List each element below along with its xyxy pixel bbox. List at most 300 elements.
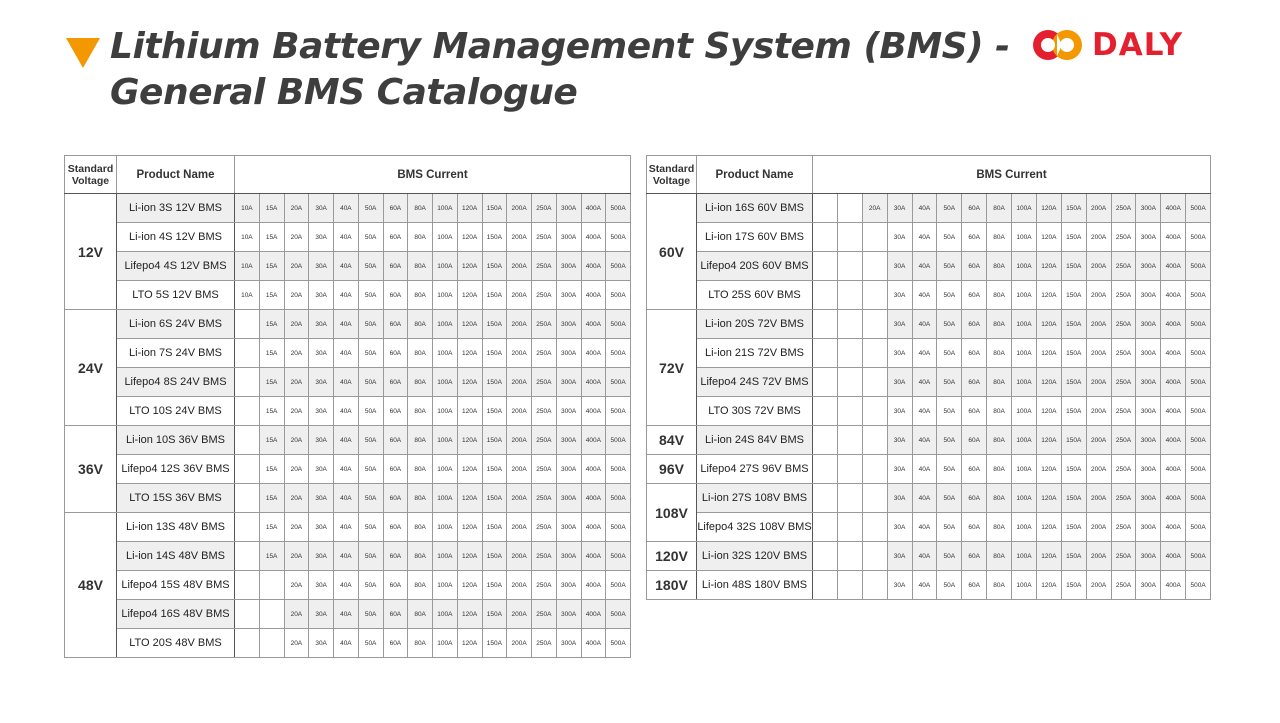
current-cell: 400A bbox=[1161, 281, 1186, 310]
current-cell: 300A bbox=[1136, 310, 1161, 339]
current-cell: 50A bbox=[358, 600, 383, 629]
current-cell: 60A bbox=[962, 542, 987, 571]
current-cell: 20A bbox=[284, 455, 309, 484]
current-cell: 200A bbox=[507, 426, 532, 455]
current-cell: 50A bbox=[358, 571, 383, 600]
table-row bbox=[647, 223, 1211, 252]
current-cell: 30A bbox=[309, 600, 334, 629]
current-cell: 60A bbox=[962, 571, 987, 600]
voltage-cell: 108V bbox=[647, 484, 697, 542]
current-cell: 400A bbox=[581, 600, 606, 629]
product-name-cell: Lifepo4 15S 48V BMS bbox=[117, 571, 235, 600]
current-cell: 120A bbox=[1036, 310, 1061, 339]
current-cell bbox=[235, 513, 260, 542]
product-name-cell: Li-ion 6S 24V BMS bbox=[117, 310, 235, 339]
table-row bbox=[65, 600, 631, 629]
current-cell: 300A bbox=[1136, 426, 1161, 455]
current-cell: 80A bbox=[408, 368, 433, 397]
current-cell: 400A bbox=[581, 484, 606, 513]
current-cell: 400A bbox=[1161, 252, 1186, 281]
current-cell: 100A bbox=[433, 194, 458, 223]
current-cell: 80A bbox=[408, 252, 433, 281]
current-cell: 40A bbox=[334, 513, 359, 542]
current-cell: 120A bbox=[1036, 484, 1061, 513]
current-cell: 80A bbox=[987, 223, 1012, 252]
current-cell: 60A bbox=[962, 513, 987, 542]
current-cell: 30A bbox=[887, 339, 912, 368]
current-cell: 250A bbox=[532, 310, 557, 339]
current-cell: 100A bbox=[1012, 310, 1037, 339]
current-cell bbox=[837, 455, 862, 484]
current-cell: 200A bbox=[1086, 484, 1111, 513]
current-cell: 500A bbox=[1186, 368, 1211, 397]
current-cell: 300A bbox=[556, 571, 581, 600]
current-cell: 40A bbox=[334, 368, 359, 397]
current-cell: 10A bbox=[235, 281, 260, 310]
current-cell: 80A bbox=[987, 194, 1012, 223]
current-cell: 15A bbox=[259, 194, 284, 223]
current-cell: 300A bbox=[556, 339, 581, 368]
current-cell: 80A bbox=[408, 339, 433, 368]
product-name-cell: LTO 5S 12V BMS bbox=[117, 281, 235, 310]
current-cell: 20A bbox=[284, 339, 309, 368]
current-cell bbox=[235, 397, 260, 426]
current-cell: 50A bbox=[937, 368, 962, 397]
current-cell: 400A bbox=[581, 368, 606, 397]
current-cell: 50A bbox=[358, 281, 383, 310]
current-cell: 120A bbox=[457, 339, 482, 368]
current-cell: 400A bbox=[581, 513, 606, 542]
current-cell: 120A bbox=[457, 542, 482, 571]
product-name-cell: Li-ion 7S 24V BMS bbox=[117, 339, 235, 368]
page-title bbox=[110, 24, 1010, 116]
current-cell: 150A bbox=[1061, 455, 1086, 484]
current-cell: 150A bbox=[1061, 310, 1086, 339]
current-cell: 400A bbox=[1161, 368, 1186, 397]
current-cell: 30A bbox=[309, 426, 334, 455]
current-cell: 30A bbox=[309, 542, 334, 571]
table-row bbox=[647, 542, 1211, 571]
current-cell bbox=[837, 542, 862, 571]
table-row bbox=[65, 629, 631, 658]
current-cell: 150A bbox=[482, 281, 507, 310]
bms-catalogue-table-left bbox=[64, 155, 631, 658]
current-cell bbox=[235, 600, 260, 629]
current-cell: 120A bbox=[1036, 252, 1061, 281]
current-cell: 40A bbox=[912, 571, 937, 600]
current-cell bbox=[837, 426, 862, 455]
current-cell: 300A bbox=[556, 513, 581, 542]
current-cell: 40A bbox=[334, 223, 359, 252]
current-cell: 500A bbox=[1186, 513, 1211, 542]
current-cell: 100A bbox=[433, 310, 458, 339]
current-cell: 250A bbox=[532, 629, 557, 658]
current-cell: 80A bbox=[408, 426, 433, 455]
current-cell: 150A bbox=[1061, 397, 1086, 426]
current-cell: 120A bbox=[457, 426, 482, 455]
current-cell: 400A bbox=[1161, 455, 1186, 484]
current-cell: 50A bbox=[358, 426, 383, 455]
current-cell: 40A bbox=[334, 629, 359, 658]
current-cell: 50A bbox=[937, 513, 962, 542]
current-cell: 80A bbox=[987, 281, 1012, 310]
current-cell: 100A bbox=[1012, 513, 1037, 542]
current-cell: 250A bbox=[532, 397, 557, 426]
current-cell: 60A bbox=[962, 426, 987, 455]
current-cell: 80A bbox=[408, 571, 433, 600]
current-cell: 250A bbox=[532, 281, 557, 310]
current-cell: 50A bbox=[358, 310, 383, 339]
current-cell: 40A bbox=[912, 310, 937, 339]
current-cell: 30A bbox=[309, 281, 334, 310]
table-row bbox=[647, 397, 1211, 426]
current-cell: 300A bbox=[1136, 571, 1161, 600]
table-row bbox=[647, 281, 1211, 310]
current-cell: 30A bbox=[309, 629, 334, 658]
current-cell: 50A bbox=[937, 310, 962, 339]
current-cell: 150A bbox=[482, 571, 507, 600]
current-cell: 400A bbox=[1161, 426, 1186, 455]
current-cell: 200A bbox=[507, 629, 532, 658]
current-cell: 400A bbox=[1161, 194, 1186, 223]
current-cell: 20A bbox=[284, 310, 309, 339]
current-cell: 30A bbox=[887, 194, 912, 223]
current-cell: 120A bbox=[1036, 223, 1061, 252]
product-name-cell: Lifepo4 8S 24V BMS bbox=[117, 368, 235, 397]
current-cell: 150A bbox=[1061, 252, 1086, 281]
current-cell: 40A bbox=[334, 542, 359, 571]
current-cell: 30A bbox=[887, 542, 912, 571]
current-cell: 60A bbox=[962, 368, 987, 397]
current-cell: 300A bbox=[1136, 513, 1161, 542]
current-cell: 50A bbox=[358, 484, 383, 513]
current-cell: 15A bbox=[259, 310, 284, 339]
current-cell: 400A bbox=[581, 397, 606, 426]
current-cell: 40A bbox=[912, 223, 937, 252]
current-cell: 80A bbox=[408, 629, 433, 658]
current-cell: 60A bbox=[383, 339, 408, 368]
current-cell: 250A bbox=[1111, 484, 1136, 513]
current-cell: 150A bbox=[482, 426, 507, 455]
current-cell bbox=[862, 484, 887, 513]
current-cell: 50A bbox=[937, 455, 962, 484]
current-cell: 250A bbox=[1111, 281, 1136, 310]
product-name-cell: Li-ion 21S 72V BMS bbox=[697, 339, 813, 368]
current-cell: 15A bbox=[259, 426, 284, 455]
current-cell: 500A bbox=[606, 484, 631, 513]
current-cell: 400A bbox=[1161, 513, 1186, 542]
current-cell: 15A bbox=[259, 252, 284, 281]
current-cell: 150A bbox=[482, 513, 507, 542]
product-name-cell: LTO 10S 24V BMS bbox=[117, 397, 235, 426]
current-cell: 30A bbox=[309, 339, 334, 368]
current-cell: 400A bbox=[1161, 339, 1186, 368]
current-cell: 500A bbox=[606, 368, 631, 397]
voltage-cell: 60V bbox=[647, 194, 697, 310]
current-cell: 40A bbox=[334, 455, 359, 484]
current-cell: 150A bbox=[482, 194, 507, 223]
current-cell: 250A bbox=[1111, 252, 1136, 281]
current-cell bbox=[837, 223, 862, 252]
current-cell: 120A bbox=[457, 397, 482, 426]
current-cell: 60A bbox=[962, 310, 987, 339]
current-cell: 250A bbox=[532, 513, 557, 542]
product-name-cell: Lifepo4 32S 108V BMS bbox=[697, 513, 813, 542]
current-cell: 120A bbox=[1036, 542, 1061, 571]
current-cell: 400A bbox=[581, 223, 606, 252]
current-cell: 60A bbox=[962, 223, 987, 252]
current-cell: 100A bbox=[1012, 281, 1037, 310]
voltage-cell: 36V bbox=[65, 426, 117, 513]
current-cell: 500A bbox=[606, 455, 631, 484]
current-cell bbox=[235, 310, 260, 339]
current-cell: 500A bbox=[1186, 484, 1211, 513]
table-row bbox=[647, 571, 1211, 600]
title-line-1: Lithium Battery Management System (BMS) - bbox=[110, 26, 1010, 67]
current-cell: 80A bbox=[408, 223, 433, 252]
header-row bbox=[647, 156, 1211, 194]
current-cell: 120A bbox=[1036, 397, 1061, 426]
product-name-cell: LTO 20S 48V BMS bbox=[117, 629, 235, 658]
current-cell: 500A bbox=[606, 310, 631, 339]
current-cell: 200A bbox=[1086, 397, 1111, 426]
current-cell bbox=[235, 571, 260, 600]
current-cell: 120A bbox=[457, 368, 482, 397]
current-cell bbox=[862, 397, 887, 426]
current-cell: 120A bbox=[457, 513, 482, 542]
current-cell: 100A bbox=[433, 281, 458, 310]
product-name-cell: LTO 25S 60V BMS bbox=[697, 281, 813, 310]
current-cell: 15A bbox=[259, 368, 284, 397]
current-cell: 100A bbox=[1012, 368, 1037, 397]
table-row bbox=[647, 368, 1211, 397]
current-cell bbox=[259, 629, 284, 658]
current-cell: 20A bbox=[284, 571, 309, 600]
current-cell: 40A bbox=[912, 194, 937, 223]
current-cell: 100A bbox=[433, 397, 458, 426]
current-cell: 50A bbox=[358, 339, 383, 368]
current-cell: 40A bbox=[334, 281, 359, 310]
current-cell: 80A bbox=[987, 310, 1012, 339]
current-cell: 300A bbox=[556, 368, 581, 397]
current-cell: 200A bbox=[507, 455, 532, 484]
current-cell: 400A bbox=[581, 426, 606, 455]
current-cell: 120A bbox=[1036, 368, 1061, 397]
current-cell: 80A bbox=[987, 513, 1012, 542]
current-cell: 120A bbox=[1036, 281, 1061, 310]
current-cell bbox=[813, 252, 838, 281]
current-cell: 150A bbox=[482, 339, 507, 368]
product-name-cell: Lifepo4 12S 36V BMS bbox=[117, 455, 235, 484]
current-cell: 50A bbox=[937, 281, 962, 310]
table-row bbox=[65, 194, 631, 223]
current-cell: 50A bbox=[937, 571, 962, 600]
current-cell: 150A bbox=[1061, 223, 1086, 252]
table-row bbox=[65, 339, 631, 368]
product-name-cell: Li-ion 20S 72V BMS bbox=[697, 310, 813, 339]
current-cell: 60A bbox=[962, 484, 987, 513]
current-cell: 60A bbox=[383, 484, 408, 513]
current-cell: 150A bbox=[1061, 513, 1086, 542]
current-cell: 150A bbox=[482, 397, 507, 426]
current-cell: 300A bbox=[556, 629, 581, 658]
current-cell: 80A bbox=[408, 600, 433, 629]
product-name-cell: Li-ion 27S 108V BMS bbox=[697, 484, 813, 513]
current-cell: 50A bbox=[358, 368, 383, 397]
table-row bbox=[647, 426, 1211, 455]
current-cell bbox=[837, 310, 862, 339]
current-cell: 20A bbox=[284, 252, 309, 281]
voltage-cell: 72V bbox=[647, 310, 697, 426]
current-cell: 120A bbox=[457, 484, 482, 513]
current-cell: 400A bbox=[581, 310, 606, 339]
current-cell: 150A bbox=[482, 629, 507, 658]
current-cell: 40A bbox=[334, 571, 359, 600]
current-cell: 200A bbox=[1086, 223, 1111, 252]
table-row bbox=[65, 368, 631, 397]
current-cell: 40A bbox=[334, 339, 359, 368]
current-cell: 40A bbox=[912, 397, 937, 426]
current-cell: 150A bbox=[1061, 426, 1086, 455]
current-cell: 120A bbox=[457, 571, 482, 600]
current-cell: 100A bbox=[1012, 455, 1037, 484]
current-cell: 60A bbox=[383, 455, 408, 484]
current-cell: 250A bbox=[1111, 310, 1136, 339]
current-cell: 120A bbox=[457, 194, 482, 223]
current-cell: 100A bbox=[1012, 426, 1037, 455]
current-cell: 40A bbox=[334, 310, 359, 339]
current-cell: 150A bbox=[482, 484, 507, 513]
current-cell: 150A bbox=[482, 223, 507, 252]
current-cell: 200A bbox=[1086, 571, 1111, 600]
current-cell: 150A bbox=[1061, 194, 1086, 223]
current-cell: 120A bbox=[1036, 426, 1061, 455]
header-standard-voltage: Standard Voltage bbox=[65, 156, 117, 194]
current-cell: 300A bbox=[1136, 484, 1161, 513]
product-name-cell: Lifepo4 16S 48V BMS bbox=[117, 600, 235, 629]
current-cell: 30A bbox=[309, 252, 334, 281]
current-cell bbox=[259, 571, 284, 600]
current-cell: 30A bbox=[887, 281, 912, 310]
current-cell: 250A bbox=[1111, 455, 1136, 484]
current-cell: 60A bbox=[383, 600, 408, 629]
current-cell: 120A bbox=[457, 252, 482, 281]
current-cell: 120A bbox=[457, 223, 482, 252]
current-cell: 50A bbox=[358, 629, 383, 658]
current-cell: 400A bbox=[1161, 397, 1186, 426]
product-name-cell: Li-ion 24S 84V BMS bbox=[697, 426, 813, 455]
table-row bbox=[647, 513, 1211, 542]
current-cell: 400A bbox=[581, 194, 606, 223]
current-cell: 100A bbox=[1012, 397, 1037, 426]
current-cell: 30A bbox=[309, 484, 334, 513]
table-row bbox=[65, 310, 631, 339]
current-cell: 15A bbox=[259, 455, 284, 484]
daly-logo-text: DALY bbox=[1092, 27, 1184, 63]
current-cell: 30A bbox=[309, 571, 334, 600]
current-cell: 200A bbox=[507, 368, 532, 397]
table-row bbox=[65, 223, 631, 252]
current-cell bbox=[862, 368, 887, 397]
table-row bbox=[65, 571, 631, 600]
current-cell: 100A bbox=[1012, 223, 1037, 252]
product-name-cell: Li-ion 14S 48V BMS bbox=[117, 542, 235, 571]
current-cell: 80A bbox=[408, 397, 433, 426]
current-cell: 50A bbox=[358, 455, 383, 484]
current-cell: 60A bbox=[962, 194, 987, 223]
table-row bbox=[65, 426, 631, 455]
current-cell: 40A bbox=[334, 484, 359, 513]
current-cell: 50A bbox=[937, 252, 962, 281]
current-cell: 30A bbox=[309, 223, 334, 252]
product-name-cell: LTO 15S 36V BMS bbox=[117, 484, 235, 513]
current-cell: 80A bbox=[987, 571, 1012, 600]
current-cell: 80A bbox=[987, 397, 1012, 426]
current-cell bbox=[259, 600, 284, 629]
current-cell: 200A bbox=[507, 252, 532, 281]
current-cell: 100A bbox=[433, 629, 458, 658]
current-cell bbox=[837, 397, 862, 426]
table-row bbox=[65, 484, 631, 513]
current-cell: 20A bbox=[284, 600, 309, 629]
current-cell bbox=[813, 484, 838, 513]
current-cell: 80A bbox=[987, 252, 1012, 281]
current-cell: 200A bbox=[1086, 339, 1111, 368]
current-cell: 30A bbox=[309, 397, 334, 426]
current-cell bbox=[235, 339, 260, 368]
current-cell: 120A bbox=[1036, 339, 1061, 368]
table-row bbox=[65, 513, 631, 542]
table-row bbox=[647, 194, 1211, 223]
current-cell: 500A bbox=[606, 426, 631, 455]
table-row bbox=[65, 542, 631, 571]
current-cell: 400A bbox=[1161, 542, 1186, 571]
voltage-cell: 48V bbox=[65, 513, 117, 658]
current-cell: 300A bbox=[556, 426, 581, 455]
current-cell: 150A bbox=[482, 542, 507, 571]
current-cell: 100A bbox=[433, 339, 458, 368]
triangle-bullet-icon bbox=[66, 38, 100, 68]
current-cell bbox=[813, 513, 838, 542]
bms-catalogue-table-right bbox=[646, 155, 1211, 600]
current-cell: 60A bbox=[383, 368, 408, 397]
current-cell: 30A bbox=[309, 455, 334, 484]
current-cell: 300A bbox=[1136, 368, 1161, 397]
current-cell: 120A bbox=[457, 281, 482, 310]
current-cell: 50A bbox=[358, 542, 383, 571]
current-cell: 20A bbox=[284, 223, 309, 252]
current-cell: 120A bbox=[457, 629, 482, 658]
current-cell: 100A bbox=[433, 252, 458, 281]
current-cell: 80A bbox=[987, 455, 1012, 484]
current-cell: 20A bbox=[284, 484, 309, 513]
current-cell: 15A bbox=[259, 484, 284, 513]
current-cell: 250A bbox=[1111, 339, 1136, 368]
current-cell bbox=[813, 455, 838, 484]
current-cell: 40A bbox=[912, 542, 937, 571]
current-cell: 200A bbox=[507, 310, 532, 339]
current-cell bbox=[235, 629, 260, 658]
current-cell: 250A bbox=[532, 600, 557, 629]
current-cell: 250A bbox=[1111, 513, 1136, 542]
current-cell: 500A bbox=[1186, 397, 1211, 426]
current-cell: 40A bbox=[334, 252, 359, 281]
current-cell bbox=[862, 223, 887, 252]
current-cell bbox=[813, 281, 838, 310]
current-cell: 100A bbox=[1012, 571, 1037, 600]
current-cell: 500A bbox=[1186, 542, 1211, 571]
product-name-cell: LTO 30S 72V BMS bbox=[697, 397, 813, 426]
